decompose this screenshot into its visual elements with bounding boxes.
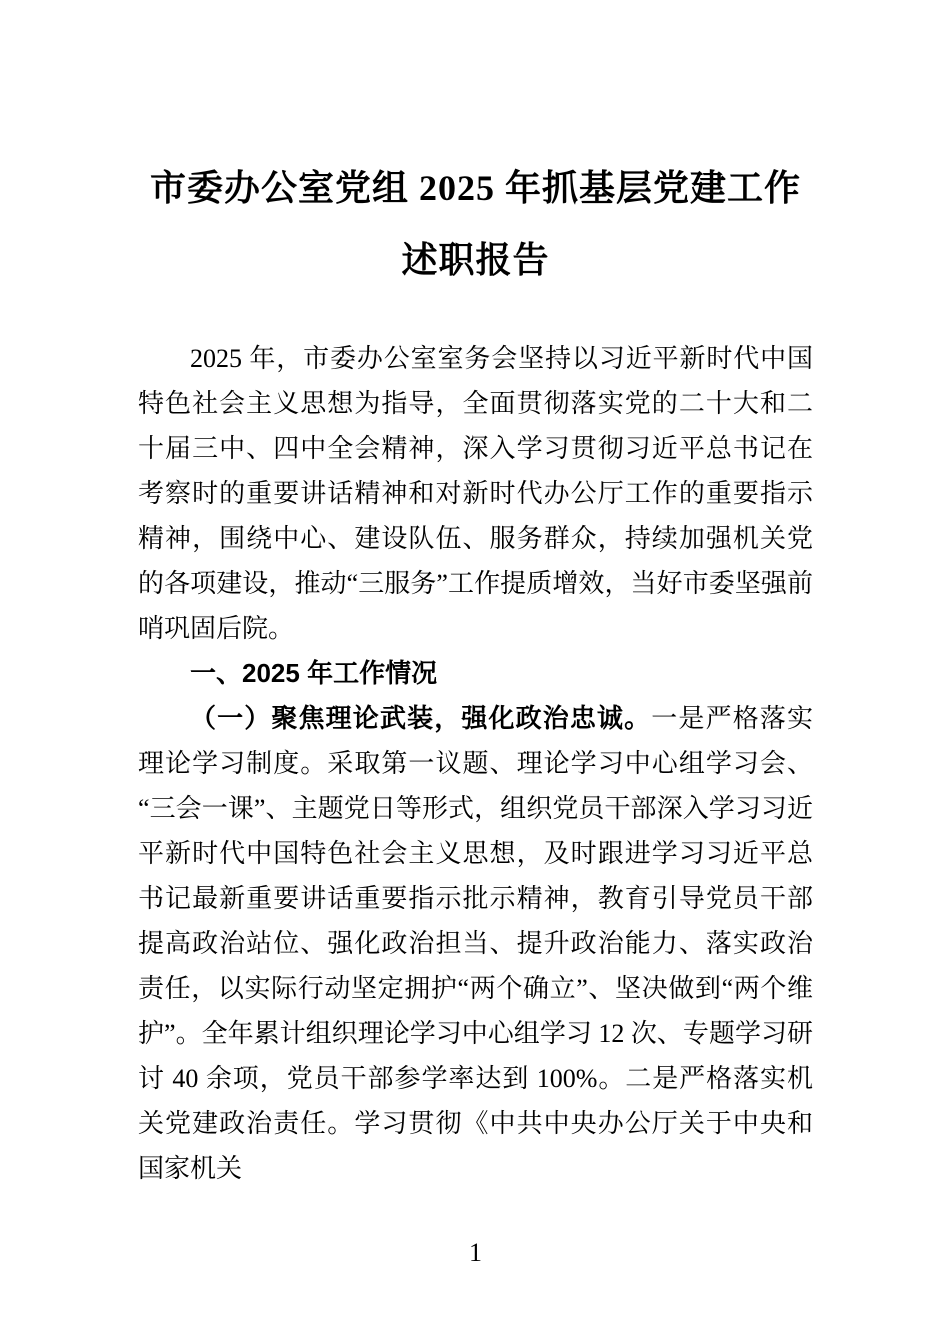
intro-paragraph: 2025 年，市委办公室室务会坚持以习近平新时代中国特色社会主义思想为指导，全面贯彻落实党的二十大和二十届三中、四中全会精神，深入学习贯彻习近平总书记在考察时的重要讲话精神和对新时代办公厅工作的重要指示精神，围绕中心、建设队伍、服务群众，持续加强机关党的各项建设，推动“三服务”工作提质增效，当好市委坚强前哨巩固后院。 bbox=[138, 344, 813, 643]
subsection-body-text: 一是严格落实理论学习制度。采取第一议题、理论学习中心组学习会、“三会一课”、主题党日等形式，组织党员干部深入学习习近平新时代中国特色社会主义思想，及时跟进学习习近平总书记最新重要讲话重要指示批示精神，教育引导党员干部提高政治站位、强化政治担当、提升政治能力、落实政治责任，以实际行动坚定拥护“两个确立”、坚决做到“两个维护”。全年累计组织理论学习中心组学习 12 次、专题学习研讨 40 余项，党员干部参学率达到 100%。二是严格落实机关党建政治责任。学习贯彻《中共中央办公厅关于中央和国家机关 bbox=[138, 704, 813, 1183]
document-title: 市委办公室党组 2025 年抓基层党建工作述职报告 bbox=[149, 168, 801, 280]
subsection-lead: （一）聚焦理论武装，强化政治忠诚。 bbox=[190, 704, 652, 733]
section-heading-work-overview: 一、2025 年工作情况 bbox=[190, 658, 438, 688]
page-number: 1 bbox=[469, 1238, 482, 1267]
subsection-paragraph bbox=[138, 696, 813, 1191]
